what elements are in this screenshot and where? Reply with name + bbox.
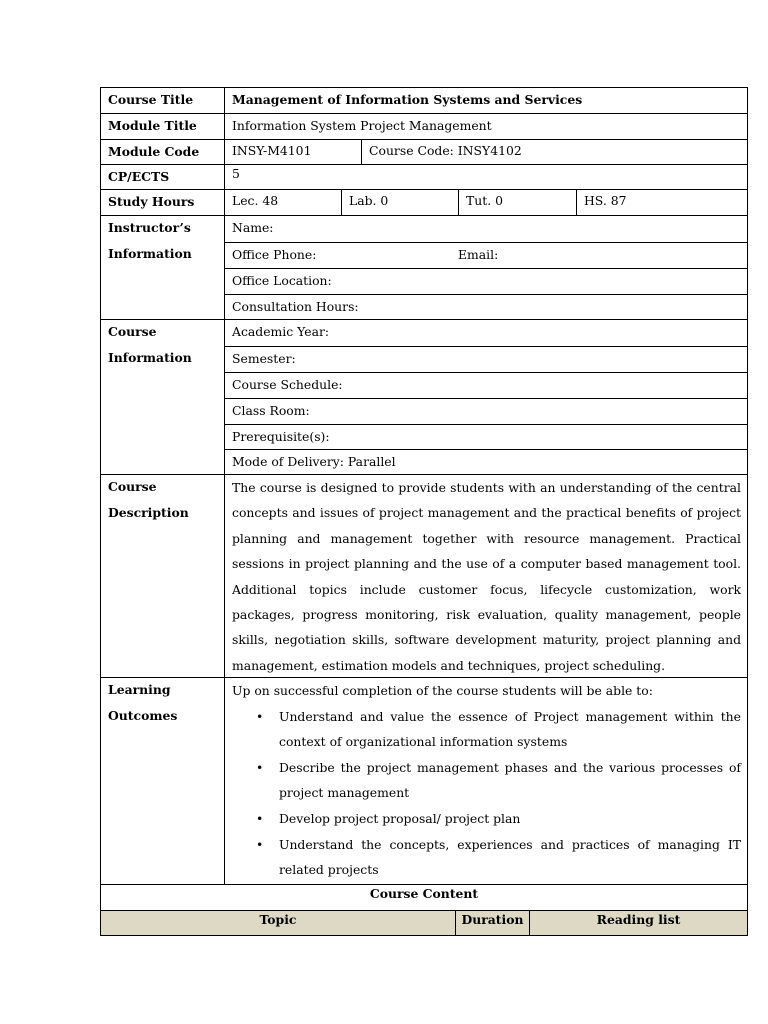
- mode-of-delivery: Mode of Delivery: Parallel: [225, 449, 747, 475]
- cp-ects-label: CP/ECTS: [101, 165, 225, 189]
- instructor-label: Instructor’s Information: [101, 216, 225, 319]
- row-content-headers: [100, 910, 748, 936]
- row-course-information: [100, 319, 748, 474]
- learning-outcomes-label: Learning Outcomes: [101, 678, 225, 884]
- row-course-content: [100, 884, 748, 910]
- academic-year: Academic Year:: [232, 324, 330, 339]
- list-item: • Understand the concepts, experiences and practices of managing IT related projects: [279, 832, 741, 883]
- semester: Semester:: [225, 346, 747, 372]
- email: Email:: [458, 247, 499, 262]
- row-instructor: [100, 215, 748, 319]
- class-room: Class Room:: [225, 398, 747, 424]
- module-code-label: Module Code: [101, 140, 225, 164]
- prerequisites: Prerequisite(s):: [225, 424, 747, 449]
- course-title-value: Management of Information Systems and Services: [232, 92, 583, 107]
- office-location: Office Location:: [225, 268, 747, 294]
- row-learning-outcomes: [100, 677, 748, 884]
- bullet-icon: •: [256, 759, 264, 775]
- row-module-title: [100, 113, 748, 139]
- topic-header: Topic: [101, 911, 456, 935]
- course-description-text: The course is designed to provide students with an understanding of the central concepts and issues of project management and the practical benefits of project planning and management together with resource management. Practical sessions in project planning and the use of a computer based management tool. Additional topics include customer focus, lifecycle customization, work packages, progress monitoring, risk evaluation, quality management, people skills, negotiation skills, software development maturity, project planning and management, estimation models and techniques, project scheduling.: [232, 480, 741, 673]
- bullet-icon: •: [256, 836, 264, 852]
- lab-hours: Lab. 0: [342, 190, 459, 215]
- outcomes-list: [232, 704, 741, 883]
- list-item: • Describe the project management phases and the various processes of project management: [279, 755, 741, 806]
- module-title-value: Information System Project Management: [232, 118, 492, 133]
- list-item: • Understand and value the essence of Project management within the context of organizational information systems: [279, 704, 741, 755]
- course-code-value: Course Code: INSY4102: [369, 143, 522, 158]
- course-information-label: Course Information: [101, 320, 225, 474]
- row-module-code: [100, 139, 748, 164]
- course-syllabus-table: [100, 87, 748, 936]
- learning-outcomes-content: [225, 678, 747, 883]
- module-title-label: Module Title: [101, 114, 225, 139]
- instructor-name: Name:: [232, 220, 274, 235]
- consultation-hours: Consultation Hours:: [225, 294, 747, 320]
- instructor-contact: [225, 242, 747, 268]
- duration-header: Duration: [456, 911, 530, 935]
- course-content-title: Course Content: [369, 886, 479, 901]
- bullet-icon: •: [256, 810, 264, 826]
- row-cp-ects: [100, 164, 748, 189]
- study-hours-label: Study Hours: [101, 190, 225, 215]
- home-study-hours: HS. 87: [584, 193, 627, 208]
- list-item: • Develop project proposal/ project plan: [279, 806, 741, 832]
- lecture-hours: Lec. 48: [225, 190, 342, 215]
- row-course-title: [100, 87, 748, 113]
- reading-list-header: Reading list: [596, 912, 681, 927]
- office-phone: Office Phone:: [232, 247, 317, 262]
- tutorial-hours: Tut. 0: [459, 190, 577, 215]
- module-code-value: INSY-M4101: [225, 140, 362, 164]
- row-course-description: [100, 474, 748, 677]
- cp-ects-value: 5: [232, 166, 240, 181]
- course-title-label: Course Title: [101, 88, 225, 113]
- course-description-label: Course Description: [101, 475, 225, 677]
- row-study-hours: [100, 189, 748, 215]
- course-schedule: Course Schedule:: [225, 372, 747, 398]
- bullet-icon: •: [256, 708, 264, 724]
- outcomes-intro: Up on successful completion of the course students will be able to:: [232, 683, 653, 698]
